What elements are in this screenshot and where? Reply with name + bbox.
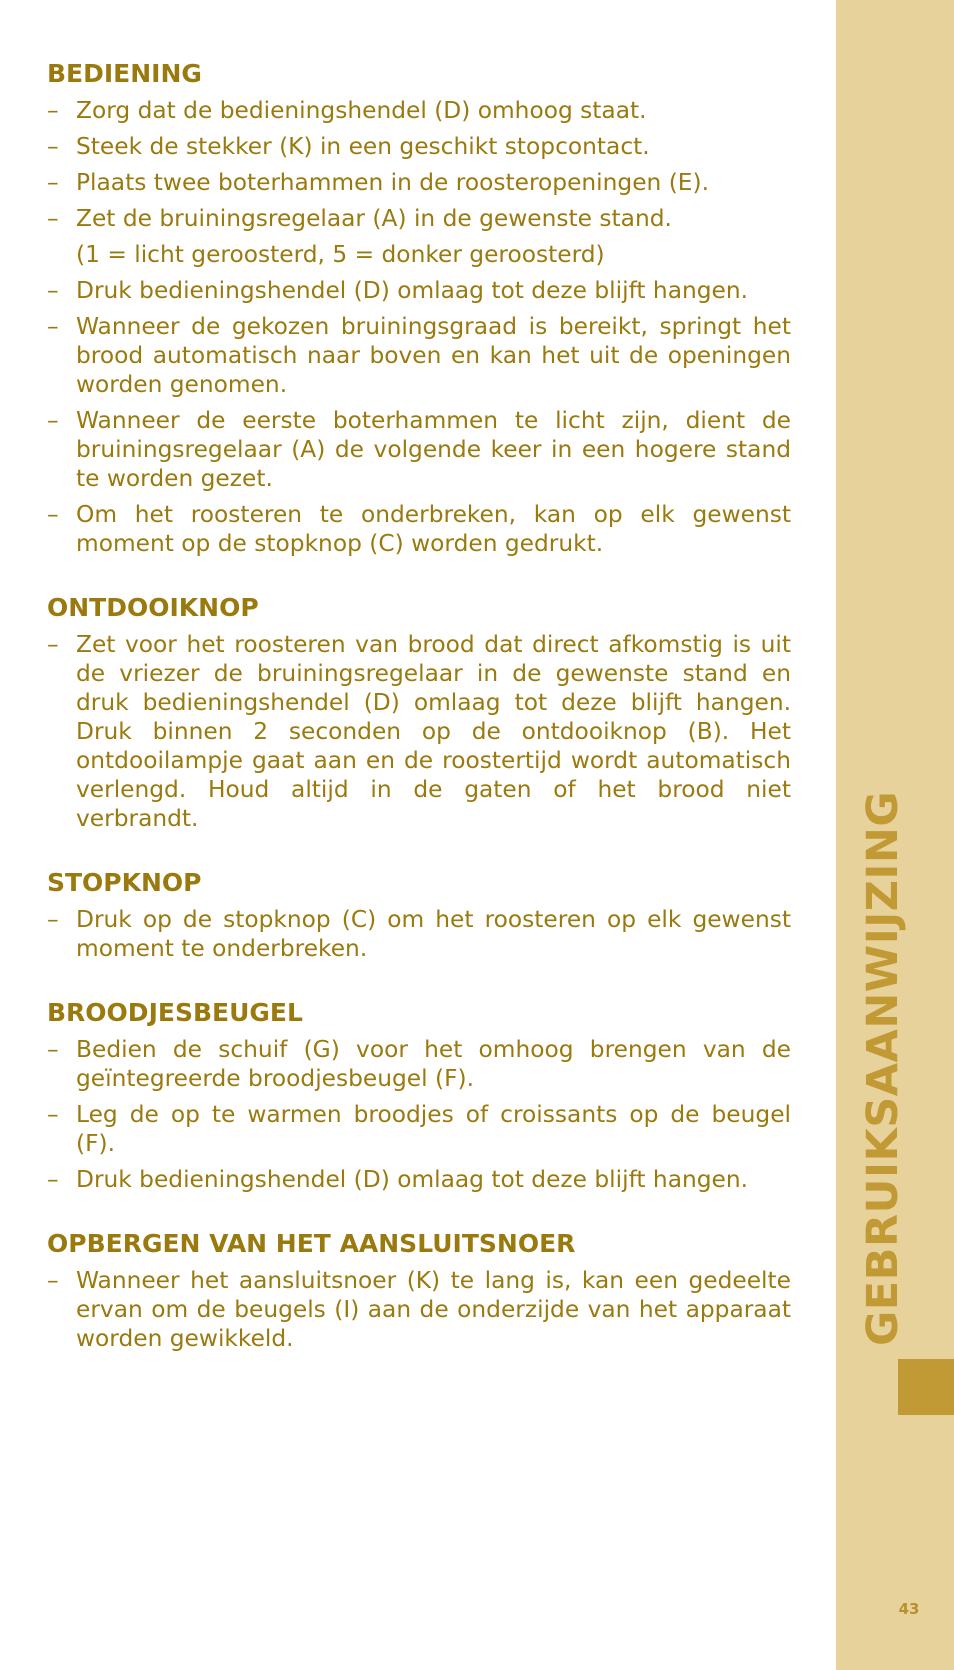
bullet-dash: – bbox=[47, 1166, 59, 1193]
list-item: – Wanneer het aansluitsnoer (K) te lang is, kan een gedeelte ervan om de beugels (I) aan de onderzijde van het apparaat worden gewikkeld. bbox=[47, 1267, 791, 1352]
section-title: STOPKNOP bbox=[47, 868, 202, 897]
list-item: – Steek de stekker (K) in een geschikt stopcontact. bbox=[47, 133, 650, 160]
list-item: – Plaats twee boterhammen in de roosteropeningen (E). bbox=[47, 169, 710, 196]
bullet-dash: – bbox=[47, 133, 59, 160]
bullet-dash: – bbox=[47, 906, 59, 933]
section-title: BROODJESBEUGEL bbox=[47, 998, 303, 1027]
instruction-list bbox=[47, 96, 791, 558]
bullet-dash: – bbox=[47, 407, 59, 434]
list-item: – Leg de op te warmen broodjes of croissants op de beugel (F). bbox=[47, 1101, 791, 1157]
section-bediening bbox=[47, 55, 791, 558]
bullet-dash: – bbox=[47, 501, 59, 528]
section-broodjesbeugel bbox=[47, 994, 791, 1194]
bullet-dash: – bbox=[47, 313, 59, 340]
instruction-list bbox=[47, 630, 791, 833]
section-title: ONTDOOIKNOP bbox=[47, 593, 259, 622]
list-item: – Wanneer de eerste boterhammen te licht zijn, dient de bruiningsregelaar (A) de volgende keer in een hogere stand te worden gezet. bbox=[47, 407, 791, 492]
sidebar-tab-marker bbox=[898, 1359, 954, 1415]
list-item: – Bedien de schuif (G) voor het omhoog brengen van de geïntegreerde broodjesbeugel (F). bbox=[47, 1036, 791, 1092]
sidebar-title: GEBRUIKSAANWIJZING bbox=[858, 790, 908, 1346]
section-title: BEDIENING bbox=[47, 59, 202, 88]
bullet-dash: – bbox=[47, 277, 59, 304]
list-item: – Druk bedieningshendel (D) omlaag tot deze blijft hangen. bbox=[47, 277, 749, 304]
bullet-dash: – bbox=[47, 205, 59, 232]
instruction-list bbox=[47, 1266, 791, 1353]
bullet-dash: – bbox=[47, 631, 59, 658]
list-item: – Zorg dat de bedieningshendel (D) omhoog staat. bbox=[47, 97, 647, 124]
section-opbergen bbox=[47, 1225, 791, 1353]
list-item: – Wanneer de gekozen bruiningsgraad is bereikt, springt het brood automatisch naar boven en kan het uit de openingen worden genomen. bbox=[47, 313, 791, 398]
bullet-dash: – bbox=[47, 97, 59, 124]
bullet-dash: – bbox=[47, 1267, 59, 1294]
list-item: – Druk op de stopknop (C) om het roosteren op elk gewenst moment te onderbreken. bbox=[47, 906, 791, 962]
section-title: OPBERGEN VAN HET AANSLUITSNOER bbox=[47, 1229, 576, 1258]
list-item: – Druk bedieningshendel (D) omlaag tot deze blijft hangen. bbox=[47, 1166, 749, 1193]
bullet-dash: – bbox=[47, 1036, 59, 1063]
section-ontdooiknop bbox=[47, 589, 791, 833]
document-content bbox=[47, 55, 791, 1384]
section-stopknop bbox=[47, 864, 791, 963]
instruction-list bbox=[47, 905, 791, 963]
bullet-dash: – bbox=[47, 169, 59, 196]
instruction-list bbox=[47, 1035, 791, 1194]
list-item: – Zet voor het roosteren van brood dat direct afkomstig is uit de vriezer de bruiningsregelaar in de gewenste stand en druk bedieningshendel (D) omlaag tot deze blijft hangen. Druk binnen 2 seconden op de ontdooiknop (B). Het ontdooilampje gaat aan en de roostertijd wordt automatisch verlengd. Houd altijd in de gaten of het brood niet verbrandt. bbox=[47, 631, 791, 832]
browning-scale-note: (1 = licht geroosterd, 5 = donker geroosterd) bbox=[76, 241, 605, 268]
page-number: 43 bbox=[898, 1600, 920, 1618]
bullet-dash: – bbox=[47, 1101, 59, 1128]
list-item: – Zet de bruiningsregelaar (A) in de gewenste stand. (1 = licht geroosterd, 5 = donker geroosterd) bbox=[47, 204, 791, 269]
list-item: – Om het roosteren te onderbreken, kan op elk gewenst moment op de stopknop (C) worden gedrukt. bbox=[47, 501, 791, 557]
